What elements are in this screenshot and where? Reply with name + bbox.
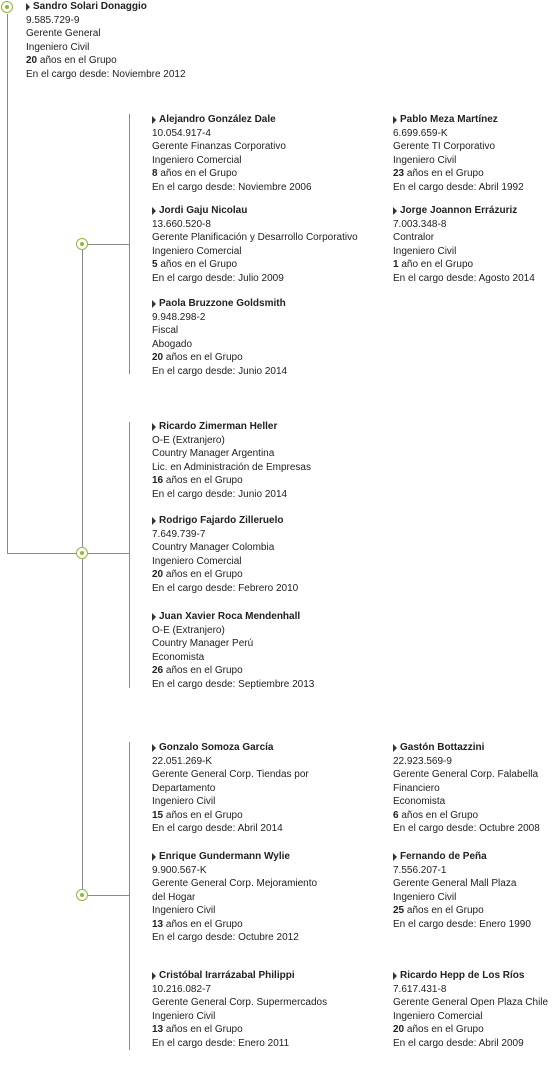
person-rut: 9.585.729-9 — [26, 14, 80, 26]
person-since: En el cargo desde: Octubre 2012 — [152, 932, 299, 943]
person-years-text: años en el Grupo — [39, 55, 117, 66]
person-since: En el cargo desde: Junio 2014 — [152, 365, 288, 377]
person-years: 15 — [152, 809, 164, 821]
person-rut: 13.660.520-8 — [152, 218, 211, 230]
person-name: Gastón Bottazzini — [400, 742, 485, 753]
person-years-text: años en el Grupo — [401, 809, 479, 821]
person-years: 20 — [152, 569, 164, 580]
person-years-text: años en el Grupo — [160, 259, 238, 270]
person-card-ceo — [26, 0, 186, 81]
person-rut: O-E (Extranjero) — [152, 624, 225, 636]
main-branch-line — [7, 553, 82, 554]
group2-branch-line — [82, 553, 130, 554]
person-profession: Economista — [393, 796, 446, 807]
person-years: 20 — [393, 1024, 405, 1035]
person-years-text: años en el Grupo — [165, 1024, 243, 1035]
person-since: En el cargo desde: Enero 2011 — [152, 1037, 290, 1049]
person-since: En el cargo desde: Enero 1990 — [393, 918, 531, 930]
person-rut: 22.051.269-K — [152, 755, 213, 767]
person-name: Ricardo Hepp de Los Ríos — [400, 970, 525, 981]
person-name: Paola Bruzzone Goldsmith — [159, 298, 286, 309]
group3-branch-line — [82, 895, 130, 896]
person-years: 13 — [152, 918, 164, 930]
person-since: En el cargo desde: Abril 2014 — [152, 823, 283, 834]
group3-bracket-line — [129, 742, 130, 1050]
person-name: Alejandro González Dale — [159, 114, 276, 125]
arrow-icon — [393, 116, 397, 124]
person-years: 20 — [152, 352, 164, 363]
person-years: 23 — [393, 168, 405, 179]
person-card — [152, 514, 298, 595]
person-card — [393, 204, 535, 285]
person-profession: Ingeniero Civil — [152, 1010, 216, 1022]
person-profession: Lic. en Administración de Empresas — [152, 461, 311, 473]
person-card — [152, 297, 287, 378]
group1-branch-line — [82, 244, 130, 245]
person-card — [152, 610, 314, 691]
person-card — [393, 969, 548, 1050]
person-years: 5 — [152, 259, 158, 270]
person-years: 25 — [393, 905, 405, 916]
person-role: Gerente General Corp. Falabella — [393, 769, 539, 780]
person-card — [393, 850, 531, 931]
person-role: Gerente General Mall Plaza — [393, 878, 517, 889]
person-role-cont: del Hogar — [152, 891, 196, 903]
person-years: 20 — [26, 55, 38, 66]
arrow-icon — [152, 972, 156, 980]
person-profession: Ingeniero Civil — [393, 154, 457, 166]
person-since: En el cargo desde: Octubre 2008 — [393, 823, 540, 834]
person-role: Gerente TI Corporativo — [393, 141, 496, 152]
person-profession: Ingeniero Comercial — [393, 1010, 483, 1022]
person-card — [393, 113, 524, 194]
person-rut: 6.699.659-K — [393, 127, 448, 139]
person-name: Cristóbal Irarrázabal Philippi — [159, 970, 295, 981]
person-card — [152, 850, 317, 945]
person-name: Ricardo Zimerman Heller — [159, 421, 278, 432]
person-profession: Ingeniero Civil — [393, 245, 457, 257]
person-since: En el cargo desde: Junio 2014 — [152, 488, 288, 500]
person-role: Gerente Finanzas Corporativo — [152, 141, 286, 152]
person-since: En el cargo desde: Noviembre 2006 — [152, 181, 312, 193]
arrow-icon — [152, 853, 156, 861]
person-years-text: años en el Grupo — [165, 809, 243, 821]
person-card — [393, 741, 540, 836]
arrow-icon — [393, 853, 397, 861]
group1-bracket-line — [129, 114, 130, 374]
main-vertical-line — [7, 14, 8, 554]
person-role: Gerente General Corp. Tiendas por — [152, 769, 309, 780]
person-years-text: años en el Grupo — [165, 665, 243, 676]
person-years-text: años en el Grupo — [165, 352, 243, 363]
person-years-text: año en el Grupo — [401, 259, 474, 270]
person-years: 16 — [152, 475, 164, 486]
person-name: Jordi Gaju Nicolau — [159, 205, 248, 216]
person-years: 8 — [152, 168, 158, 179]
person-years-text: años en el Grupo — [406, 905, 484, 916]
person-card — [152, 204, 358, 285]
person-years-text: años en el Grupo — [160, 168, 238, 179]
arrow-icon — [393, 972, 397, 980]
person-name: Jorge Joannon Errázuriz — [400, 205, 518, 216]
person-years-text: años en el Grupo — [165, 569, 243, 580]
person-years: 1 — [393, 259, 399, 270]
person-role: Country Manager Perú — [152, 638, 254, 649]
person-since: En el cargo desde: Septiembre 2013 — [152, 678, 315, 690]
person-role: Gerente General — [26, 28, 101, 39]
person-rut: 7.003.348-8 — [393, 218, 447, 230]
person-rut: 9.900.567-K — [152, 864, 207, 876]
arrow-icon — [152, 613, 156, 621]
person-since: En el cargo desde: Febrero 2010 — [152, 582, 299, 594]
group3-node — [76, 889, 88, 901]
person-rut: 9.948.298-2 — [152, 311, 206, 323]
person-role: Gerente General Corp. Supermercados — [152, 997, 328, 1008]
person-rut: 7.617.431-8 — [393, 983, 447, 995]
person-role-cont: Departamento — [152, 782, 216, 794]
person-card — [152, 420, 311, 501]
person-name: Sandro Solari Donaggio — [33, 1, 147, 12]
arrow-icon — [152, 423, 156, 431]
person-profession: Abogado — [152, 338, 193, 350]
person-name: Fernando de Peña — [400, 851, 487, 862]
person-profession: Ingeniero Civil — [26, 41, 90, 53]
person-role: Gerente Planificación y Desarrollo Corporativo — [152, 232, 358, 243]
person-since: En el cargo desde: Agosto 2014 — [393, 272, 535, 284]
person-rut: 10.054.917-4 — [152, 127, 211, 139]
person-card — [152, 969, 327, 1050]
person-name: Juan Xavier Roca Mendenhall — [159, 611, 301, 622]
person-card — [152, 741, 309, 836]
arrow-icon — [152, 116, 156, 124]
person-profession: Ingeniero Comercial — [152, 555, 242, 567]
group1-node — [76, 238, 88, 250]
person-years: 13 — [152, 1024, 164, 1035]
arrow-icon — [152, 300, 156, 308]
arrow-icon — [26, 3, 30, 11]
person-years: 26 — [152, 665, 164, 676]
ceo-node — [1, 1, 13, 13]
person-since: En el cargo desde: Julio 2009 — [152, 272, 284, 284]
person-card — [152, 113, 312, 194]
person-profession: Ingeniero Civil — [152, 796, 216, 807]
person-name: Enrique Gundermann Wylie — [159, 851, 290, 862]
person-rut: O-E (Extranjero) — [152, 434, 225, 446]
person-rut: 7.649.739-7 — [152, 528, 206, 540]
arrow-icon — [152, 207, 156, 215]
person-years-text: años en el Grupo — [165, 918, 243, 930]
person-years-text: años en el Grupo — [406, 168, 484, 179]
person-role: Country Manager Colombia — [152, 542, 275, 553]
arrow-icon — [152, 517, 156, 525]
person-role: Gerente General Open Plaza Chile — [393, 997, 549, 1008]
person-since: En el cargo desde: Noviembre 2012 — [26, 68, 186, 80]
group2-node — [76, 547, 88, 559]
group-vertical-line — [82, 244, 83, 896]
person-profession: Ingeniero Comercial — [152, 245, 242, 257]
person-profession: Ingeniero Civil — [152, 905, 216, 916]
person-profession: Ingeniero Civil — [393, 891, 457, 903]
person-profession: Ingeniero Comercial — [152, 154, 242, 166]
person-role: Fiscal — [152, 325, 179, 336]
person-name: Gonzalo Somoza García — [159, 742, 274, 753]
arrow-icon — [393, 207, 397, 215]
person-since: En el cargo desde: Abril 2009 — [393, 1037, 524, 1049]
person-rut: 10.216.082-7 — [152, 983, 211, 995]
person-role: Country Manager Argentina — [152, 448, 275, 459]
arrow-icon — [152, 744, 156, 752]
person-role: Contralor — [393, 232, 435, 243]
person-name: Rodrigo Fajardo Zilleruelo — [159, 515, 284, 526]
group2-bracket-line — [129, 422, 130, 688]
person-role: Gerente General Corp. Mejoramiento — [152, 878, 318, 889]
person-role-cont: Financiero — [393, 782, 440, 794]
person-since: En el cargo desde: Abril 1992 — [393, 181, 524, 193]
person-rut: 22.923.569-9 — [393, 755, 452, 767]
person-rut: 7.556.207-1 — [393, 864, 447, 876]
person-years-text: años en el Grupo — [406, 1024, 484, 1035]
person-profession: Economista — [152, 651, 205, 663]
person-years: 6 — [393, 809, 399, 821]
person-name: Pablo Meza Martínez — [400, 114, 498, 125]
person-years-text: años en el Grupo — [165, 475, 243, 486]
arrow-icon — [393, 744, 397, 752]
